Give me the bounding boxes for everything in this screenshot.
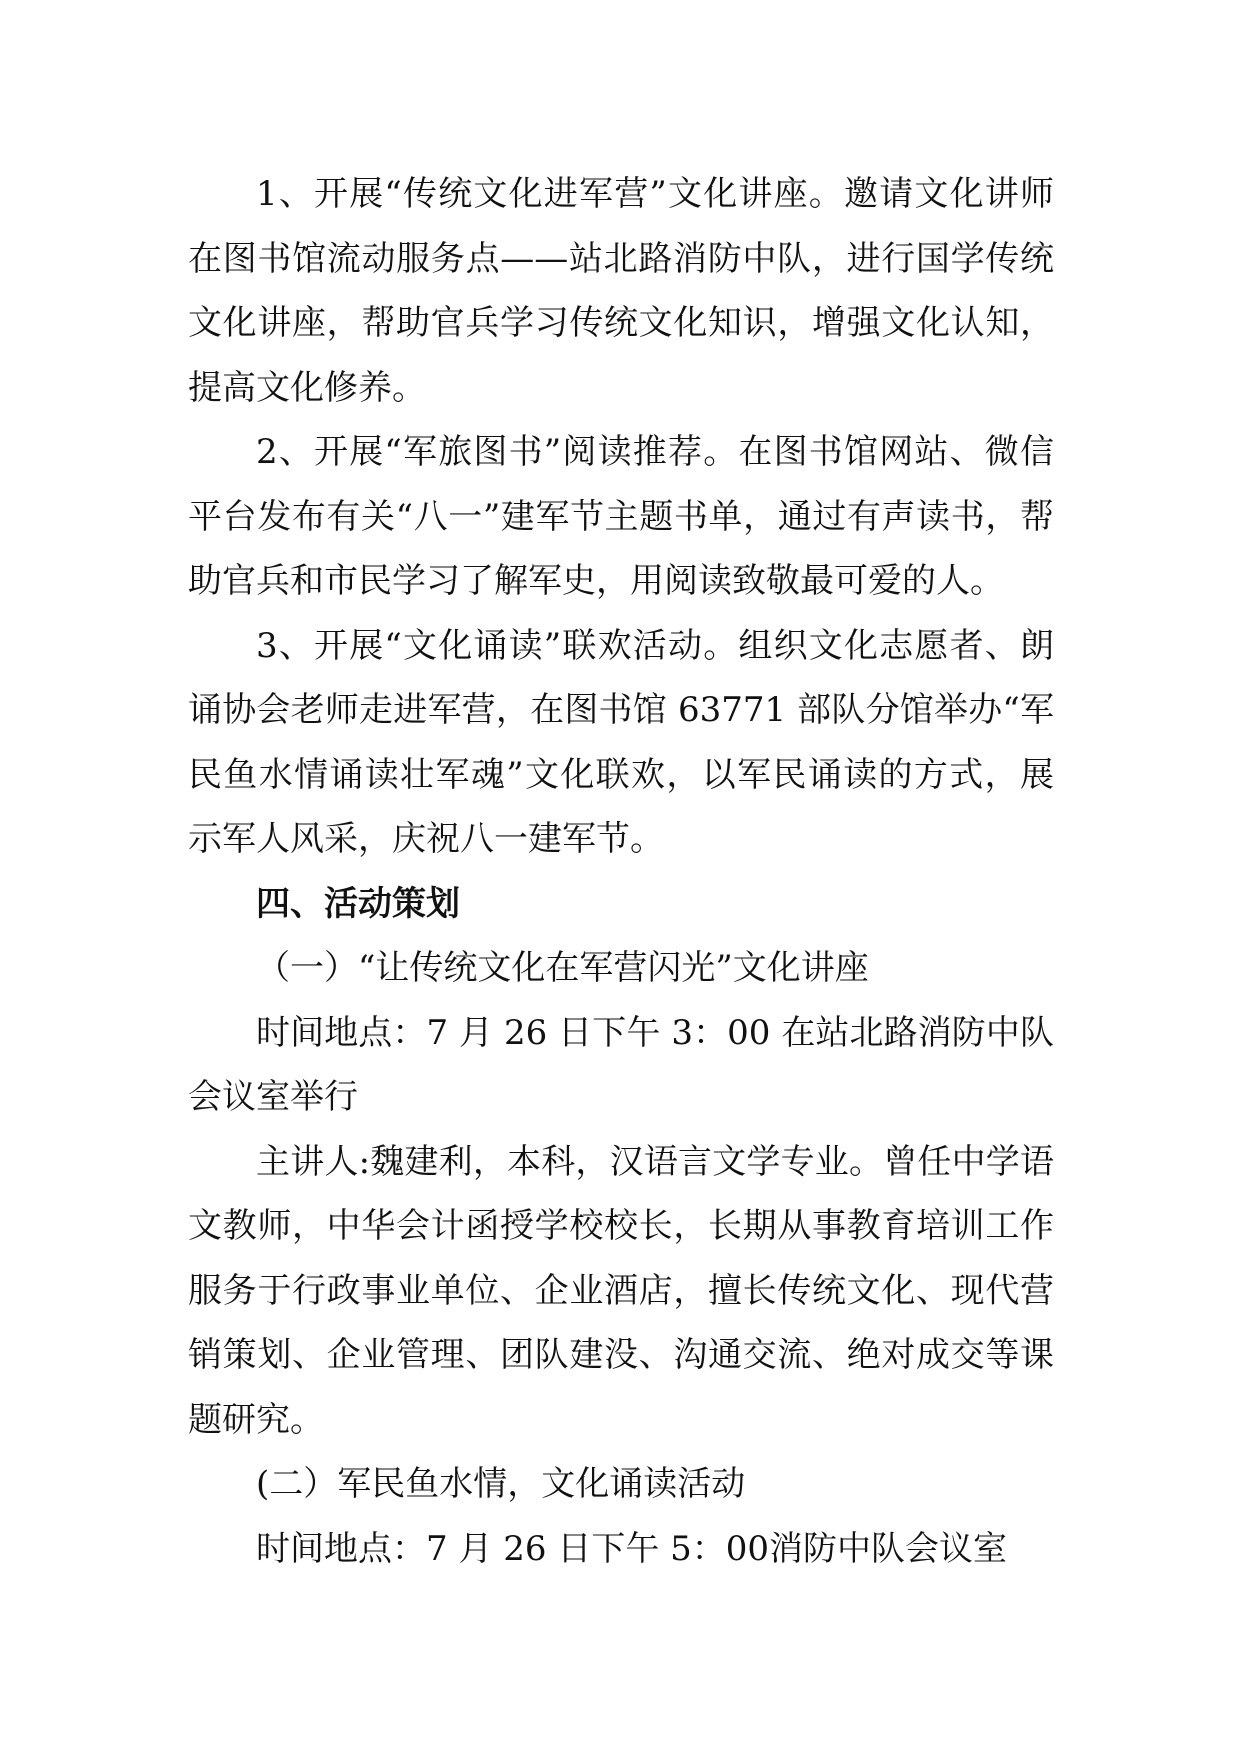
paragraph-item-1: 1、开展“传统文化进军营”文化讲座。邀请文化讲师在图书馆流动服务点——站北路消防中队，进行国学传统文化讲座，帮助官兵学习传统文化知识，增强文化认知，提高文化修养。: [188, 174, 1054, 408]
subheading-lecture: （一）“让传统文化在军营闪光”文化讲座: [256, 948, 869, 988]
paragraph-time-place-1: 时间地点：7 月 26 日下午 3：00 在站北路消防中队会议室举行: [188, 1012, 1054, 1117]
paragraph-time-place-2: 时间地点：7 月 26 日下午 5：00消防中队会议室: [256, 1528, 1008, 1569]
subheading-recital: (二）军民鱼水情，文化诵读活动: [256, 1464, 746, 1504]
section-heading: 四、活动策划: [256, 883, 460, 924]
paragraph-speaker: 主讲人:魏建利，本科，汉语言文学专业。曾任中学语文教师，中华会计函授学校校长，长期从事教育培训工作服务于行政事业单位、企业酒店，擅长传统文化、现代营销策划、企业管理、团队建没、沟通交流、绝对成交等课题研究。: [188, 1141, 1054, 1440]
document-body: [188, 162, 1054, 1581]
paragraph-item-3: 3、开展“文化诵读”联欢活动。组织文化志愿者、朗诵协会老师走进军营，在图书馆 63771 部队分馆举办“军民鱼水情诵读壮军魂”文化联欢，以军民诵读的方式，展示军人风采，庆祝八一建军节。: [188, 625, 1054, 859]
paragraph-item-2: 2、开展“军旅图书”阅读推荐。在图书馆网站、微信平台发布有关“八一”建军节主题书单，通过有声读书，帮助官兵和市民学习了解军史，用阅读致敬最可爱的人。: [188, 432, 1054, 601]
